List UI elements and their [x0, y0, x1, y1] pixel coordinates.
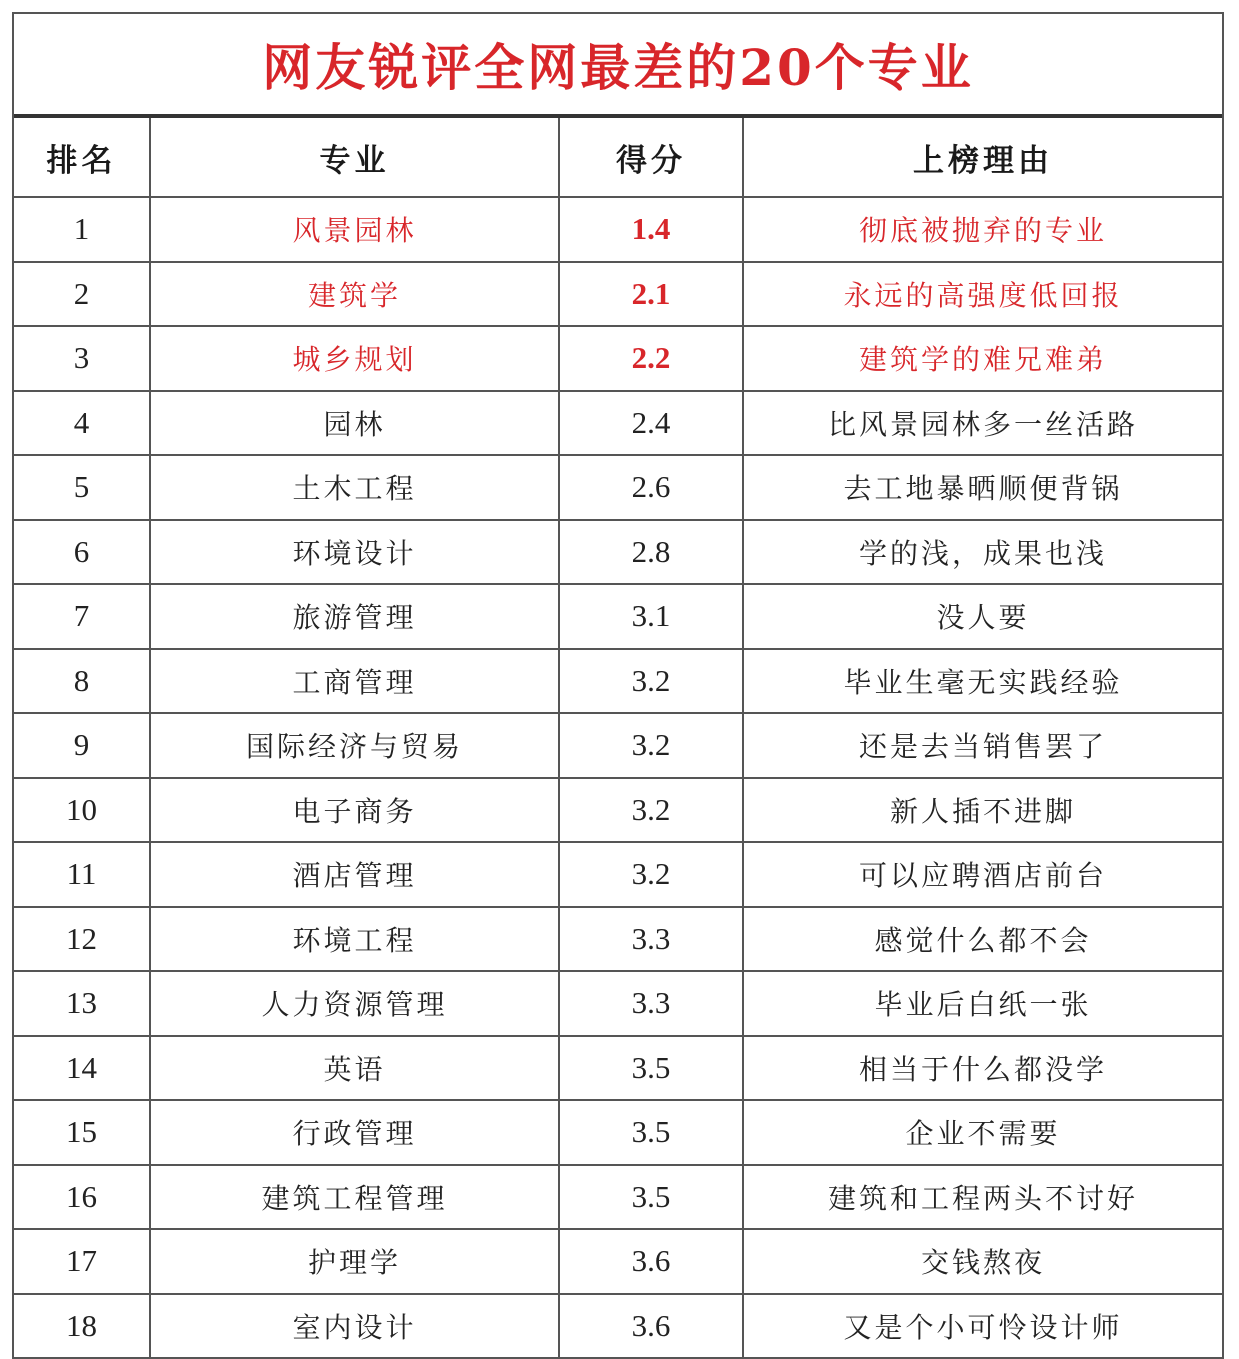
major-cell: 建筑学 [150, 262, 559, 327]
table-row [14, 842, 1222, 907]
score-cell: 2.1 [559, 262, 743, 327]
score-cell: 3.5 [559, 1100, 743, 1165]
reason-cell: 毕业生毫无实践经验 [743, 649, 1222, 714]
major-cell: 国际经济与贸易 [150, 713, 559, 778]
major-cell: 城乡规划 [150, 326, 559, 391]
table-row [14, 778, 1222, 843]
reason-cell: 去工地暴晒顺便背锅 [743, 455, 1222, 520]
rank-cell: 13 [14, 971, 150, 1036]
reason-cell: 没人要 [743, 584, 1222, 649]
table-row [14, 1165, 1222, 1230]
score-cell: 3.3 [559, 907, 743, 972]
rank-cell: 9 [14, 713, 150, 778]
major-cell: 电子商务 [150, 778, 559, 843]
page-title: 网友锐评全网最差的20个专业 [262, 38, 974, 97]
rank-cell: 8 [14, 649, 150, 714]
reason-cell: 交钱熬夜 [743, 1229, 1222, 1294]
table-row [14, 1100, 1222, 1165]
score-cell: 2.4 [559, 391, 743, 456]
reason-cell: 比风景园林多一丝活路 [743, 391, 1222, 456]
table-row [14, 455, 1222, 520]
reason-cell: 还是去当销售罢了 [743, 713, 1222, 778]
rank-cell: 16 [14, 1165, 150, 1230]
score-cell: 3.1 [559, 584, 743, 649]
table-row [14, 1294, 1222, 1359]
rank-cell: 18 [14, 1294, 150, 1359]
table-row [14, 1229, 1222, 1294]
rank-cell: 1 [14, 197, 150, 262]
title-bar [14, 14, 1222, 118]
score-cell: 3.2 [559, 842, 743, 907]
reason-cell: 学的浅，成果也浅 [743, 520, 1222, 585]
rank-cell: 3 [14, 326, 150, 391]
ranking-sheet [12, 12, 1224, 1359]
table-row [14, 262, 1222, 327]
score-cell: 2.2 [559, 326, 743, 391]
reason-cell: 建筑学的难兄难弟 [743, 326, 1222, 391]
table-header-row [14, 118, 1222, 197]
major-cell: 建筑工程管理 [150, 1165, 559, 1230]
major-cell: 护理学 [150, 1229, 559, 1294]
reason-cell: 永远的高强度低回报 [743, 262, 1222, 327]
major-cell: 风景园林 [150, 197, 559, 262]
table-body [14, 197, 1222, 1358]
major-cell: 英语 [150, 1036, 559, 1101]
reason-cell: 感觉什么都不会 [743, 907, 1222, 972]
major-cell: 环境设计 [150, 520, 559, 585]
score-cell: 3.5 [559, 1036, 743, 1101]
reason-cell: 可以应聘酒店前台 [743, 842, 1222, 907]
rank-cell: 2 [14, 262, 150, 327]
major-cell: 旅游管理 [150, 584, 559, 649]
rank-cell: 7 [14, 584, 150, 649]
ranking-table [14, 118, 1222, 1359]
header-rank: 排名 [14, 118, 150, 197]
major-cell: 工商管理 [150, 649, 559, 714]
table-row [14, 971, 1222, 1036]
reason-cell: 新人插不进脚 [743, 778, 1222, 843]
table-row [14, 520, 1222, 585]
header-score: 得分 [559, 118, 743, 197]
table-row [14, 391, 1222, 456]
table-row [14, 197, 1222, 262]
table-row [14, 326, 1222, 391]
reason-cell: 又是个小可怜设计师 [743, 1294, 1222, 1359]
rank-cell: 5 [14, 455, 150, 520]
rank-cell: 17 [14, 1229, 150, 1294]
reason-cell: 企业不需要 [743, 1100, 1222, 1165]
table-row [14, 649, 1222, 714]
rank-cell: 6 [14, 520, 150, 585]
table-row [14, 907, 1222, 972]
rank-cell: 14 [14, 1036, 150, 1101]
rank-cell: 12 [14, 907, 150, 972]
major-cell: 酒店管理 [150, 842, 559, 907]
header-major: 专业 [150, 118, 559, 197]
rank-cell: 15 [14, 1100, 150, 1165]
reason-cell: 建筑和工程两头不讨好 [743, 1165, 1222, 1230]
score-cell: 3.2 [559, 649, 743, 714]
reason-cell: 相当于什么都没学 [743, 1036, 1222, 1101]
major-cell: 土木工程 [150, 455, 559, 520]
score-cell: 1.4 [559, 197, 743, 262]
table-row [14, 713, 1222, 778]
rank-cell: 10 [14, 778, 150, 843]
rank-cell: 4 [14, 391, 150, 456]
major-cell: 室内设计 [150, 1294, 559, 1359]
table-row [14, 584, 1222, 649]
score-cell: 3.3 [559, 971, 743, 1036]
score-cell: 3.2 [559, 713, 743, 778]
header-reason: 上榜理由 [743, 118, 1222, 197]
score-cell: 2.8 [559, 520, 743, 585]
score-cell: 2.6 [559, 455, 743, 520]
rank-cell: 11 [14, 842, 150, 907]
score-cell: 3.6 [559, 1294, 743, 1359]
major-cell: 园林 [150, 391, 559, 456]
table-row [14, 1036, 1222, 1101]
score-cell: 3.2 [559, 778, 743, 843]
major-cell: 环境工程 [150, 907, 559, 972]
major-cell: 行政管理 [150, 1100, 559, 1165]
score-cell: 3.5 [559, 1165, 743, 1230]
reason-cell: 毕业后白纸一张 [743, 971, 1222, 1036]
major-cell: 人力资源管理 [150, 971, 559, 1036]
score-cell: 3.6 [559, 1229, 743, 1294]
reason-cell: 彻底被抛弃的专业 [743, 197, 1222, 262]
